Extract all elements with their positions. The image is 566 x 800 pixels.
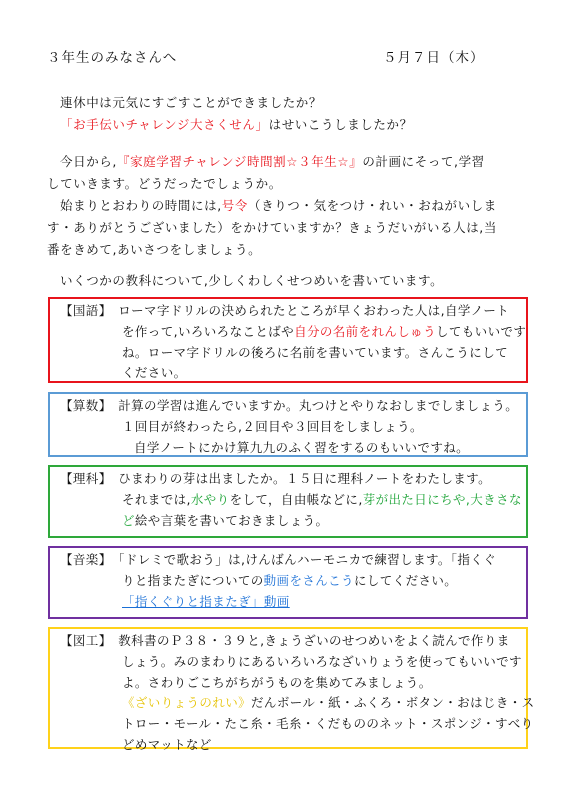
japanese-box — [48, 297, 528, 383]
intro-line-2: はせいこうしましたか？ — [268, 117, 413, 132]
page-title: ３年生のみなさんへ — [47, 50, 178, 66]
plan-text: （きりつ・気をつけ・れい・おねがいしま — [247, 198, 497, 213]
watering-highlight: 水やり — [190, 491, 230, 507]
intro-paragraph — [47, 92, 527, 136]
art-box — [48, 627, 535, 752]
math-line-3: 自学ノートにかけ算九九のふく習をするのもいいですね。 — [134, 439, 470, 455]
plan-text: の計画にそって,学習 — [362, 154, 485, 169]
science-text: をして，自由帳などに, — [229, 491, 363, 507]
plan-text: す・ありがとうございました）をかけていますか？きょうだいがいる人は,当 — [47, 220, 497, 235]
art-line-5: トロー・モール・たこ糸・毛糸・くだもののネット・スポンジ・すべり — [122, 716, 534, 732]
art-line-2: しょう。みのまわりにあるいろいろなざいりょうを使ってもいいです — [122, 653, 522, 669]
music-text: にしてください。 — [353, 572, 458, 588]
subjects-lead — [47, 270, 527, 292]
materials-example-label: 《ざいりょうのれい》 — [122, 695, 252, 711]
plan-text: 番をきめて,あいさつをしましょう。 — [47, 242, 262, 257]
art-text: だんボール・紙・ふくろ・ボタン・おはじき・ス — [251, 695, 535, 711]
math-box — [48, 392, 528, 457]
plan-text: 今日から, — [60, 154, 117, 169]
finger-technique-video-link[interactable]: 「指くぐりと指またぎ」動画 — [122, 593, 290, 609]
science-text: 絵や言葉を書いておきましょう。 — [134, 512, 329, 528]
art-line-6: どめマットなど — [122, 736, 212, 752]
science-text: それまでは, — [122, 491, 191, 507]
japanese-line-1: 【国語】 ローマ字ドリルの決められたところが早くおわった人は,自学ノート — [60, 303, 510, 318]
lead-text: いくつかの教科について,少しくわしくせつめいを書いています。 — [60, 273, 444, 288]
plan-text: していきます。どうだったでしょうか。 — [47, 176, 282, 191]
science-line-1: 【理科】 ひまわりの芽は出ましたか。１５日に理科ノートをわたします。 — [60, 471, 491, 486]
sprout-highlight-cont: ど — [122, 512, 135, 528]
video-reference-highlight: 動画をさんこう — [263, 572, 354, 588]
japanese-text: してもいいです — [435, 323, 527, 339]
greeting-keyword: 号令 — [221, 198, 248, 213]
sprout-highlight: 芽が出た日にちや,大きさな — [362, 491, 522, 507]
plan-text: 始まりとおわりの時間には, — [60, 198, 222, 213]
timetable-title: 『家庭学習チャレンジ時間割☆３年生☆』 — [116, 154, 363, 169]
name-practice-highlight: 自分の名前をれんしゅう — [294, 323, 436, 339]
math-line-2: １回目が終わったら,２回目や３回目をしましょう。 — [122, 418, 423, 434]
chore-challenge-title: 「お手伝いチャレンジ大さくせん」 — [60, 117, 269, 132]
intro-line-1: 連休中は元気にすごすことができましたか？ — [60, 95, 323, 110]
japanese-line-4: ください。 — [122, 365, 187, 381]
art-line-1: 【図工】 教科書のＰ３８・３９と,きょうざいのせつめいをよく読んで作りま — [60, 633, 510, 648]
science-box — [48, 465, 528, 538]
music-box — [48, 546, 528, 619]
music-text: りと指またぎについての — [122, 572, 264, 588]
music-line-1: 【音楽】 「ドレミで歌おう」は,けんばんハーモニカで練習します。「指くぐ — [60, 552, 497, 567]
page-date: ５月７日（木） — [383, 50, 485, 66]
art-line-3: よ。さわりごこちがちがうものを集めてみましょう。 — [122, 674, 432, 690]
japanese-text: を作って,いろいろなことばや — [122, 323, 295, 339]
plan-paragraph — [47, 151, 527, 261]
math-line-1: 【算数】 計算の学習は進んでいますか。丸つけとやりなおしまでしましょう。 — [60, 398, 519, 413]
japanese-line-3: ね。ローマ字ドリルの後ろに名前を書いています。さんこうにして — [122, 344, 509, 360]
